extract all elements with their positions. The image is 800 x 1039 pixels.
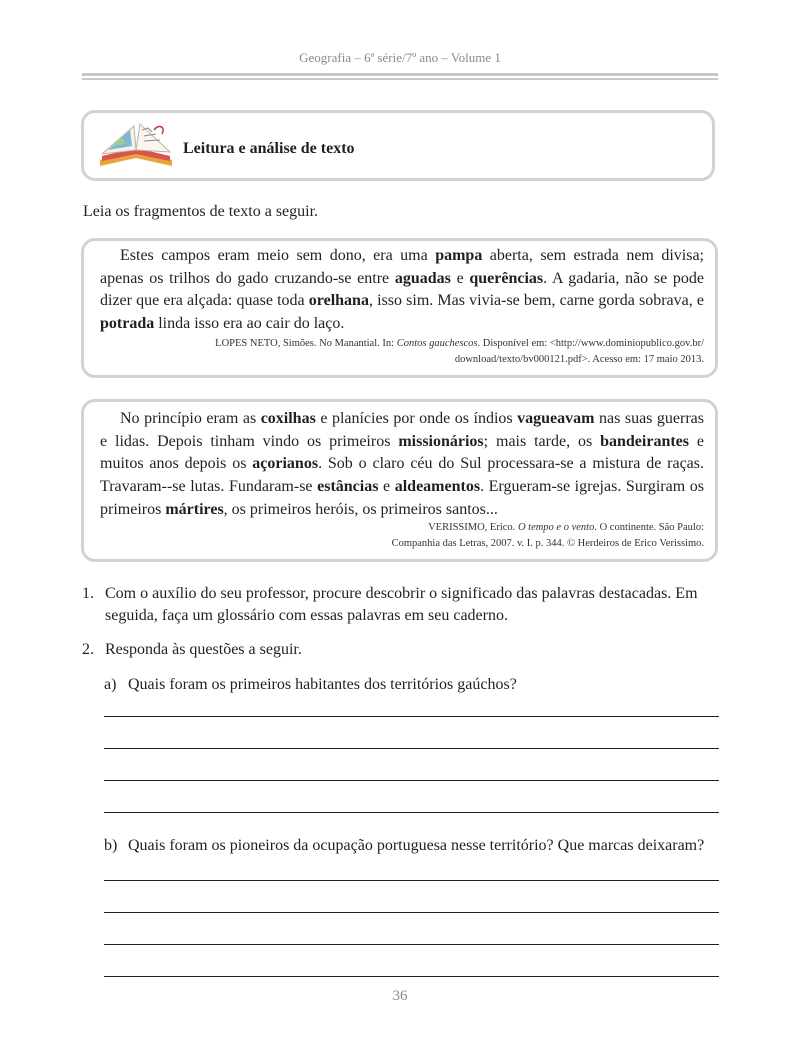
question-2b bbox=[104, 837, 704, 855]
question-2b-text: Quais foram os pioneiros da ocupação portuguesa nesse território? Que marcas deixaram? bbox=[128, 837, 705, 854]
question-2-number: 2. bbox=[82, 641, 94, 658]
open-book-icon bbox=[96, 116, 174, 178]
answer-line-2b-3[interactable] bbox=[104, 944, 719, 945]
page-number: 36 bbox=[392, 988, 408, 1004]
intro-text: Leia os fragmentos de texto a seguir. bbox=[83, 203, 319, 220]
answer-line-2a-2[interactable] bbox=[104, 748, 719, 749]
answer-line-2b-4[interactable] bbox=[104, 976, 719, 977]
quote-2-citation: VERISSIMO, Erico. O tempo e o vento. O continente. São Paulo: Companhia das Letras, 2007. v. I. p. 344. © Herdeiros de Erico Verissimo. bbox=[391, 522, 704, 549]
question-1-text: Com o auxílio do seu professor, procure descobrir o significado das palavras destacadas. Em seguida, faça um glossário com essas palavras em seu caderno. bbox=[105, 585, 698, 624]
header-rule-thin bbox=[82, 78, 718, 80]
section-banner bbox=[81, 110, 715, 181]
answer-line-2a-1[interactable] bbox=[104, 716, 719, 717]
section-title: Leitura e análise de texto bbox=[183, 140, 355, 157]
question-1-number: 1. bbox=[82, 585, 94, 602]
answer-line-2b-1[interactable] bbox=[104, 880, 719, 881]
answer-line-2a-3[interactable] bbox=[104, 780, 719, 781]
question-2a-text: Quais foram os primeiros habitantes dos territórios gaúchos? bbox=[128, 676, 517, 693]
question-2b-label: b) bbox=[104, 837, 118, 854]
question-2-text: Responda às questões a seguir. bbox=[105, 641, 302, 658]
answer-line-2a-4[interactable] bbox=[104, 812, 719, 813]
header-rule bbox=[82, 73, 718, 76]
running-header: Geografia – 6ª série/7º ano – Volume 1 bbox=[299, 50, 501, 65]
answer-line-2b-2[interactable] bbox=[104, 912, 719, 913]
question-2a-label: a) bbox=[104, 676, 117, 693]
question-2a bbox=[104, 676, 517, 694]
quote-2-text: No princípio eram as coxilhas e planícies por onde os índios vagueavam nas suas guerras e lidas. Depois tinham vindo os primeiros missionários; mais tarde, os bandeirantes e muitos anos depois os açorianos. Sob o claro céu do Sul processara-se a mistura de raças. Travaram--se lutas. Fundaram-se estâncias e aldeamentos. Ergueram-se igrejas. Surgiram os primeiros mártires, os primeiros heróis, os primeiros santos... bbox=[100, 410, 705, 518]
quote-1-citation: LOPES NETO, Simões. No Manantial. In: Contos gauchescos. Disponível em: <http://www.dominiopublico.gov.br/ download/texto/bv000121.pdf>. Acesso em: 17 maio 2013. bbox=[215, 338, 704, 365]
quote-1-text: Estes campos eram meio sem dono, era uma pampa aberta, sem estrada nem divisa; apenas os trilhos do gado cruzando-se entre aguadas e querências. A gadaria, não se pode dizer que era alçada: quase toda orelhana, isso sim. Mas vivia-se bem, carne gorda sobrava, e potrada linda isso era ao cair do laço. bbox=[100, 247, 705, 333]
